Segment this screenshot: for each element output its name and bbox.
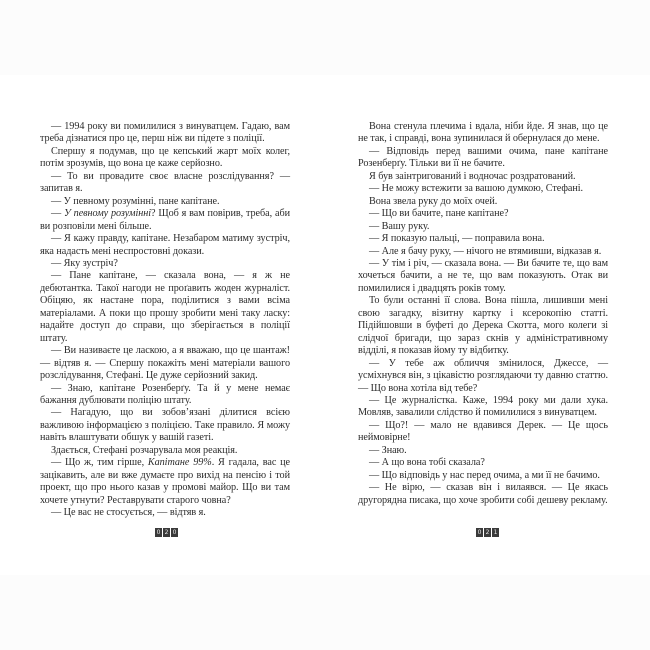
- paragraph: То були останні її слова. Вона пішла, лишивши мені свою загадку, візитну картку і ксерокопію статті. Підійшовши в буфеті до Дерека Скотта, мого колеги зі слідчої бригади, що зараз скнів у адміністративному відділі, я показав йому ту відбитку.: [358, 295, 608, 357]
- paragraph: — У тім і річ, — сказала вона. — Ви бачите те, що вам хочеться бачити, а не те, що вам показують. Отак ви помилилися і двадцять років тому.: [358, 257, 608, 294]
- paragraph: Вона стенула плечима і вдала, ніби йде. Я знав, що це не так, і справді, вона зупинилася й обернулася до мене.: [358, 121, 608, 145]
- paragraph: — Вашу руку.: [369, 220, 430, 232]
- italic-phrase: У певному розумінні: [64, 208, 152, 220]
- paragraph: — Це вас не стосується, — відтяв я.: [51, 507, 206, 519]
- left-page-number: [155, 528, 178, 537]
- paragraph: Спершу я подумав, що це кепський жарт моїх колег, потім зрозумів, що вона це каже серйозно.: [40, 145, 290, 170]
- paragraph: — Знаю, капітане Розенберґу. Та й у мене немає бажання дублювати поліцію штату.: [40, 382, 290, 406]
- paragraph: — Ви називаєте це ласкою, а я вважаю, що це шантаж! — відтяв я. — Спершу покажіть мені матеріали вашого розслідування, Стефані. Це дуже серйозний закид.: [40, 345, 290, 382]
- paragraph: — Я показую пальці, — поправила вона.: [369, 233, 545, 245]
- paragraph: Вона звела руку до моїх очей.: [369, 195, 498, 207]
- book-spread: [0, 75, 650, 575]
- paragraph: — У тебе аж обличчя змінилося, Джессе, — усміхнувся він, з цікавістю розглядаючи ту давню статтю. — Що вона хотіла від тебе?: [358, 357, 608, 394]
- paragraph: [40, 457, 290, 507]
- page-number-digit: 0: [172, 529, 177, 536]
- paragraph: Я був заінтригований і водночас роздратований.: [369, 170, 576, 182]
- page-number-digit: 2: [485, 529, 490, 536]
- page-number-digit: 0: [477, 529, 482, 536]
- paragraph: — Що?! — мало не вдавився Дерек. — Це щось неймовірне!: [358, 419, 608, 444]
- paragraph: — А що вона тобі сказала?: [369, 457, 485, 469]
- paragraph: — Це журналістка. Каже, 1994 року ми дали хука. Мовляв, завалили слідство й помилилися з винуватцем.: [358, 394, 608, 419]
- page-number-digit: 0: [156, 529, 161, 536]
- paragraph: — Знаю.: [369, 444, 407, 456]
- paragraph: — Яку зустріч?: [51, 257, 118, 269]
- paragraph: — Відповідь перед вашими очима, пане капітане Розенберґу. Тільки ви її не бачите.: [358, 145, 608, 170]
- left-page: [40, 121, 290, 520]
- paragraph: — Що відповідь у нас перед очима, а ми її не бачимо.: [369, 469, 600, 481]
- paragraph-rest: ? Щоб я вам повірив, треба, аби ви розповіли мені більше.: [40, 208, 290, 232]
- italic-phrase: Капітане 99%: [147, 457, 212, 469]
- paragraph: — Нагадую, що ви зобов’язані ділитися всією важливою інформацією з поліцією. Таке правило. Я можу навіть влаштувати обшук у вашій газеті.: [40, 407, 290, 444]
- page-number-digit: 1: [493, 529, 498, 536]
- paragraph: — Пане капітане, — сказала вона, — я ж не дебютантка. Такої нагоди не проґавить жоден журналіст. Обіцяю, як настане пора, поділитися з вами всіма матеріалами. А поки що прошу зробити мені таку ласку: надайте доступ до справи, що зберігається в поліції штату.: [40, 270, 290, 344]
- paragraph: — Не можу встежити за вашою думкою, Стефані.: [369, 183, 584, 195]
- paragraph: — То ви провадите своє власне розслідування? — запитав я.: [40, 170, 290, 195]
- paragraph-rest: . Я гадала, вас це зацікавить, але ви вже думаєте про вихід на пенсію і той проект, що про нього казав у промові майор. Що ви там хочете утнути? Реставрувати старого човна?: [40, 457, 290, 506]
- paragraph-start: — Що ж, тим гірше,: [51, 457, 148, 469]
- page-number-digit: 2: [164, 529, 169, 536]
- paragraph: Здається, Стефані розчарувала моя реакція.: [51, 444, 238, 456]
- paragraph: — Я кажу правду, капітане. Незабаром матиму зустріч, яка надасть мені неспростовні докази.: [40, 233, 290, 257]
- paragraph: — Що ви бачите, пане капітане?: [369, 208, 509, 220]
- paragraph: — У певному розумінні, пане капітане.: [51, 195, 220, 207]
- right-page-number: [476, 528, 499, 537]
- paragraph: — У певному розумінні? Щоб я вам повірив, треба, аби ви розповіли мені більше.: [40, 208, 290, 232]
- paragraph: — 1994 року ви помилилися з винуватцем. Гадаю, вам треба дізнатися про це, перш ніж ви підете з поліції.: [40, 121, 290, 145]
- paragraph: — Не вірю, — сказав він і вилаявся. — Це якась другорядна писака, що хоче зробити собі дешеву рекламу.: [358, 482, 608, 506]
- right-page: [358, 121, 608, 507]
- paragraph: — Але я бачу руку, — нічого не втямивши, відказав я.: [369, 245, 602, 257]
